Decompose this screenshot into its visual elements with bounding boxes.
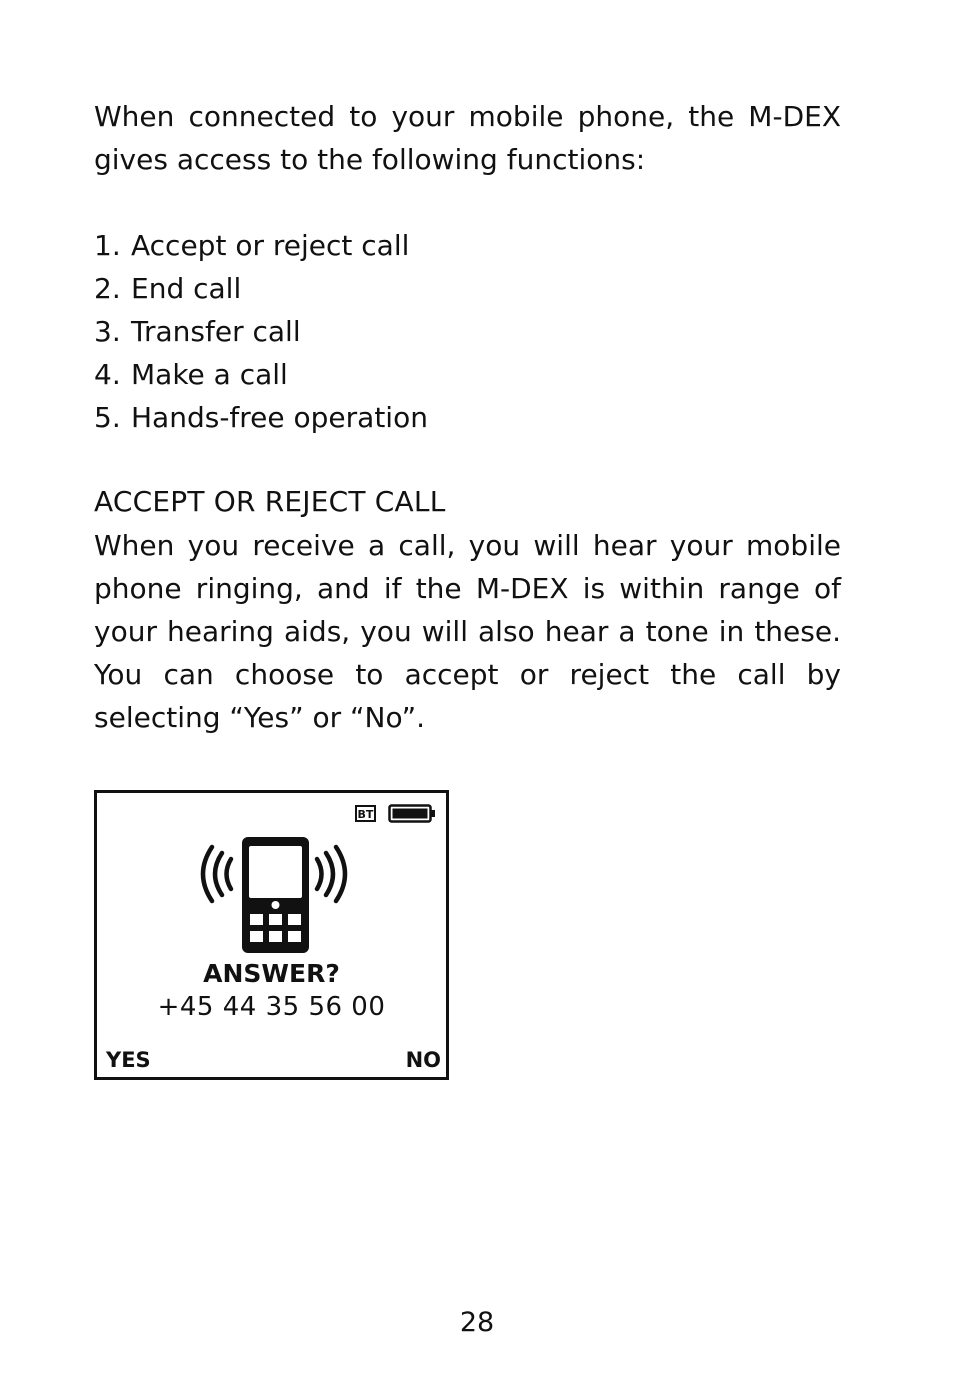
caller-number: +45 44 35 56 00 [157,992,386,1022]
page-number: 28 [459,1307,495,1338]
section-body: When you receive a call, you will hear your mobile phone ringing, and if the M-DEX is within range of your hearing aids, you will also hear a tone in these. You can choose to accept or reject the call by selecting “Yes” or “No”. [94,529,841,734]
list-item-number: 3. [94,315,121,348]
ringing-phone-icon [193,837,355,955]
list-item-label: Make a call [131,358,288,391]
list-item-number: 1. [94,229,121,262]
list-item [94,310,428,353]
list-item [94,396,428,439]
list-item-number: 4. [94,358,121,391]
functions-list [94,224,428,439]
yes-softkey: YES [106,1048,151,1072]
answer-prompt: ANSWER? [203,959,340,988]
battery-icon [388,804,436,823]
device-screen-illustration [94,790,449,1080]
list-item [94,224,428,267]
list-item [94,267,428,310]
bluetooth-icon [355,805,376,822]
list-item-label: Accept or reject call [131,229,410,262]
section-heading: ACCEPT OR REJECT CALL [94,485,446,518]
list-item-label: Hands-free operation [131,401,428,434]
intro-paragraph: When connected to your mobile phone, the M-DEX gives access to the following functions: [94,100,841,176]
no-softkey: NO [405,1048,441,1072]
list-item-label: Transfer call [131,315,301,348]
list-item [94,353,428,396]
list-item-number: 2. [94,272,121,305]
list-item-label: End call [131,272,242,305]
bluetooth-label: BT [357,808,374,821]
list-item-number: 5. [94,401,121,434]
